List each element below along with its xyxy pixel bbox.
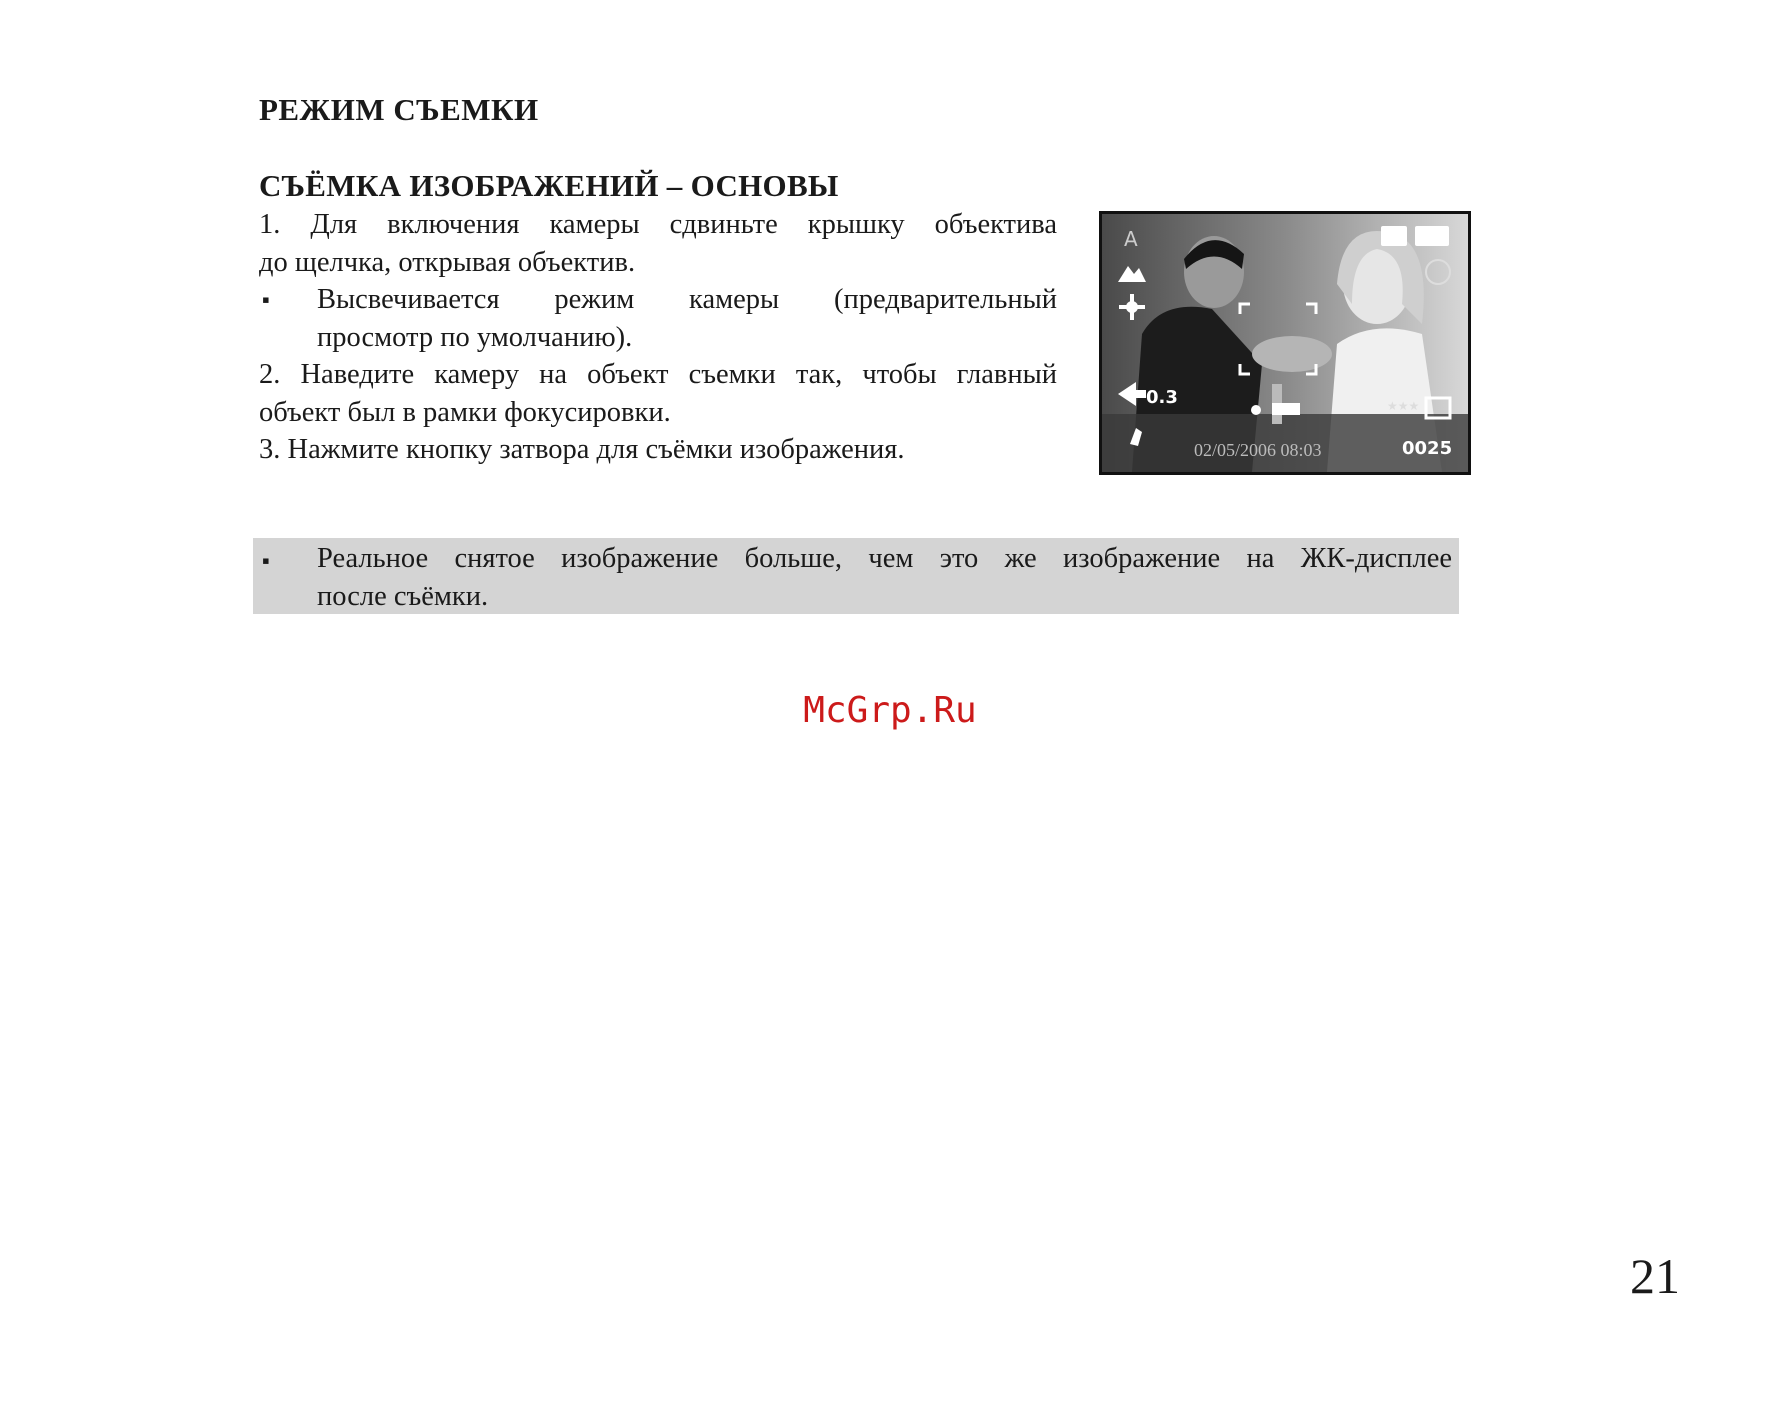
shots-remaining: 0025: [1402, 438, 1453, 459]
battery-icon: [1415, 226, 1449, 246]
watermark: McGrp.Ru: [803, 690, 977, 731]
page-number: 21: [1630, 1248, 1680, 1304]
bullet-1-line-2: просмотр по умолчанию).: [317, 321, 633, 353]
lcd-datetime: 02/05/2006 08:03: [1194, 440, 1322, 460]
subsection-title: СЪЁМКА ИЗОБРАЖЕНИЙ – ОСНОВЫ: [259, 168, 839, 203]
ev-value: 0.3: [1146, 387, 1178, 408]
note-line-1: Реальное снятое изображение больше, чем это же изображение на ЖК-дисплее: [317, 543, 1452, 574]
step-1-line-1: 1. Для включения камеры сдвиньте крышку объектива: [259, 209, 1057, 240]
camera-lcd-preview: [1099, 211, 1471, 475]
quality-stars-icon: ★★★: [1387, 399, 1420, 413]
note-text: [317, 540, 1452, 615]
step-2-line-1: 2. Наведите камеру на объект съемки так, чтобы главный: [259, 359, 1057, 390]
step-2-line-2: объект был в рамки фокусировки.: [259, 396, 671, 428]
step-1-line-2: до щелчка, открывая объектив.: [259, 246, 636, 278]
note-box: [253, 538, 1459, 614]
step-3: 3. Нажмите кнопку затвора для съёмки изображения.: [259, 434, 905, 465]
timer-icon: [1251, 405, 1261, 415]
auto-mode-icon: A: [1124, 227, 1138, 251]
instructions: [259, 206, 1057, 469]
section-title: РЕЖИМ СЪЕМКИ: [259, 92, 539, 127]
iso-icon: [1272, 403, 1300, 415]
bullet-preview: [259, 281, 1057, 356]
note-bullet-mark: ▪: [262, 548, 270, 573]
lcd-photo: [1102, 214, 1468, 472]
note-line-2: после съёмки.: [317, 580, 489, 612]
bullet-mark: ▪: [262, 287, 270, 312]
bullet-1-line-1: Высвечивается режим камеры (предварительный: [317, 284, 1057, 315]
memory-card-icon: [1381, 226, 1407, 246]
